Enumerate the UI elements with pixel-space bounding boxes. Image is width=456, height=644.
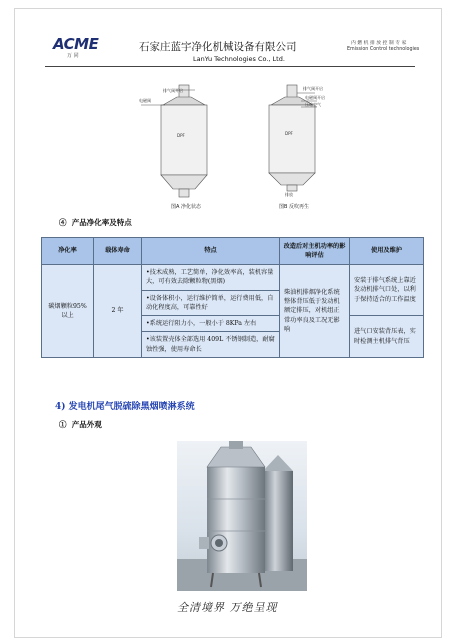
col-header-features: 特点 [142, 238, 280, 265]
fig-b-label-valve: 排气阀开启 [303, 86, 323, 91]
cell-feature: •系统运行阻力小，一般小于 8KPa 左右 [142, 316, 280, 332]
cell-feature: •设备体积小，运行维护简单，运行费用低，自动化程度高，可靠性好 [142, 290, 280, 316]
figure-a [139, 85, 207, 210]
fig-b-caption: 图B 反吹再生 [279, 204, 310, 210]
section-title: 产品净化率及特点 [71, 218, 132, 227]
fig-a-caption: 图A 净化状态 [171, 204, 202, 210]
section-marker: ④ [59, 218, 67, 227]
logo-text: ACME [53, 35, 99, 53]
figure-b [269, 85, 325, 210]
dpf-diagram [135, 79, 345, 211]
company-name-cn: 石家庄蓝宇净化机械设备有限公司 [139, 41, 297, 53]
logo-subtext: 万 同 [67, 53, 79, 59]
tagline-cn: 内 燃 机 排 放 控 制 专 家 [351, 41, 407, 46]
section-heading-purification [59, 217, 132, 228]
table-header-row [42, 238, 424, 265]
company-logo [53, 35, 113, 61]
cell-maintenance: 进气口安装背压表，实时检测主机排气背压 [350, 316, 424, 358]
cell-power-impact: 柴油机排烟净化系统整体背压低于发动机额定排压，对机组正常功率良及工况无影响 [280, 265, 350, 358]
table-row [42, 265, 424, 291]
section-marker: ① [59, 420, 67, 429]
company-name-en: LanYu Technologies Co., Ltd. [193, 55, 285, 63]
section-heading-spray-system: 4) 发电机尾气脱硫除黑烟喷淋系统 [55, 402, 195, 412]
fig-a-label-solenoid: 电磁阀 [139, 98, 151, 103]
photo-caption: 全清境界 万绝呈现 [177, 601, 278, 614]
cell-feature: •该装置壳体全部选用 409L 不锈钢制造，耐腐蚀性强，使用寿命长 [142, 332, 280, 358]
fig-a-label-dpf: DPF [177, 133, 185, 138]
cell-lifetime: 2 年 [94, 265, 142, 358]
page-header [15, 9, 441, 67]
cell-maintenance: 安装于排气系统上靠近发动机排气口处，以利于保持适合的工作温度 [350, 265, 424, 316]
fig-b-label-exhaust: 排放 [285, 192, 293, 197]
col-header-lifetime: 载体寿命 [94, 238, 142, 265]
tagline-en: Emission Control technologies [347, 47, 420, 52]
section-title: 产品外观 [71, 420, 102, 429]
header-divider [45, 66, 415, 67]
fig-a-label-valve: 排气阀开启 [163, 88, 183, 93]
col-header-power-impact: 改造后对主机功率的影响评估 [280, 238, 350, 265]
fig-b-label-air: 压缩空气 [305, 102, 321, 107]
section-heading-appearance [59, 419, 102, 430]
cell-feature: •技术成熟，工艺简单，净化效率高，装机容量大，可有效去除颗粒物(黑烟) [142, 265, 280, 291]
fig-b-label-dpf: DPF [285, 131, 293, 136]
fig-b-label-solenoid: 电磁阀开启 [305, 95, 325, 100]
cell-purification: 碳烟颗粒95%以上 [42, 265, 94, 358]
spec-table [41, 237, 424, 358]
product-photo [177, 441, 307, 591]
col-header-maintenance: 使用及维护 [350, 238, 424, 265]
document-page [14, 8, 442, 638]
col-header-purification: 净化率 [42, 238, 94, 265]
